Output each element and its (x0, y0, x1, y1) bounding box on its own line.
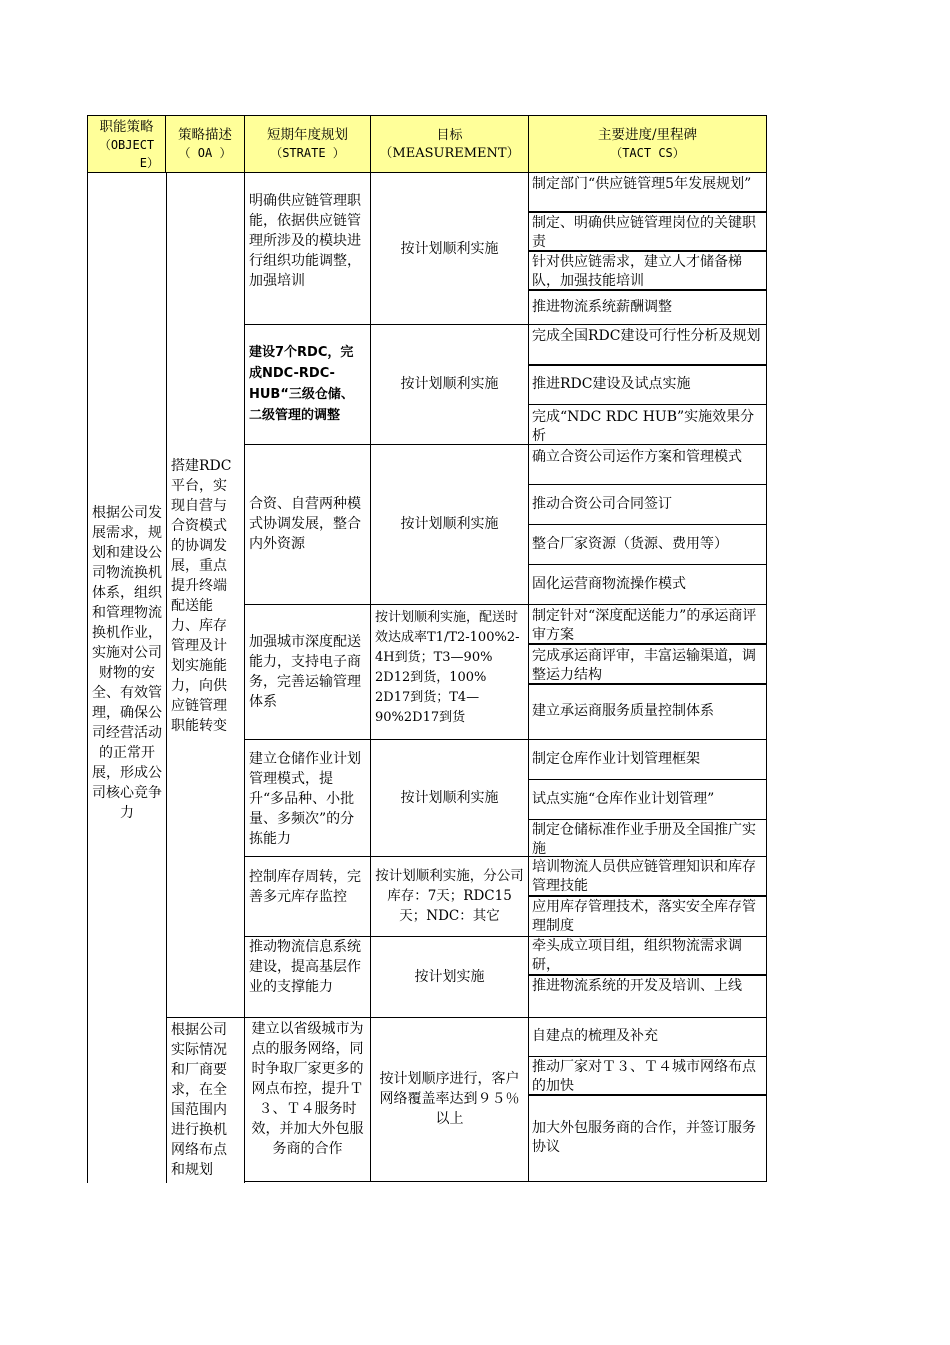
plan-text-5: 建立仓储作业计划管理模式，提升“多品种、小批量、多频次”的分拣能力 (249, 751, 361, 847)
milestone-text: 整合厂家资源（货源、费用等） (532, 535, 728, 552)
milestone-4-2 (529, 644, 767, 685)
plan-text-6: 控制库存周转，完善多元库存监控 (249, 869, 361, 905)
header-milestones-line1: 主要进度/里程碑 (597, 127, 698, 143)
target-text-7: 按计划实施 (414, 968, 485, 985)
milestone-text: 固化运营商物流操作模式 (532, 575, 686, 592)
plan-text-8: 建立以省级城市为点的服务网络，同时争取厂家更多的网点布控，提升Ｔ３、Ｔ４服务时效，并加大外包服务商的合作 (251, 1021, 364, 1157)
header-milestones-line2: （TACT CS） (610, 146, 685, 160)
header-strategy-line2: （ OA ） (178, 146, 232, 160)
target-text-4: 按计划顺利实施，配送时效达成率T1/T2-100%2-4H到货；T3—90% 2D12到货，100% 2D17到货；T4—90%2D17到货 (375, 610, 520, 725)
objective-text: 根据公司发展需求，规划和建设公司物流换机体系，组织和管理物流换机作业，实施对公司财物的安全、有效管理，确保公司经营活动的正常开展，形成公司核心竞争力 (92, 505, 162, 821)
strategy-cell-2 (166, 1017, 245, 1183)
milestone-text: 试点实施“仓库作业计划管理” (532, 790, 715, 807)
strategy-cell-1 (166, 173, 245, 1018)
target-cell-7 (371, 936, 529, 1018)
header-plan (244, 115, 371, 173)
header-measurement-text: 目标 （MEASUREMENT） (379, 128, 520, 161)
milestone-text: 制定仓库作业计划管理框架 (532, 750, 700, 767)
milestone-text: 针对供应链需求，建立人才储备梯队，加强技能培训 (532, 254, 742, 289)
strategy-text-1: 搭建RDC平台，实现自营与合资模式的协调发展，重点提升终端配送能力、库存管理及计划实施能力，向供应链管理职能转变 (171, 458, 232, 734)
plan-cell-4 (245, 604, 371, 740)
milestone-3-4 (529, 564, 767, 605)
milestone-text: 制定针对“深度配送能力”的承运商评审方案 (532, 608, 757, 643)
milestone-7-1 (529, 936, 767, 976)
milestone-text: 应用库存管理技术，落实安全库存管理制度 (532, 899, 756, 934)
plan-text-4: 加强城市深度配送能力，支持电子商务，完善运输管理体系 (249, 634, 361, 710)
target-text-3: 按计划顺利实施 (400, 516, 499, 532)
target-text-1: 按计划顺利实施 (400, 240, 499, 257)
header-strategy (165, 115, 245, 173)
target-cell-1 (371, 173, 529, 325)
header-plan-line2: （STRATE ） (270, 146, 345, 160)
target-text-8: 按计划顺序进行，客户网络覆盖率达到９５％以上 (379, 1071, 520, 1127)
milestone-8-1 (529, 1017, 767, 1057)
milestone-4-3 (529, 684, 767, 740)
milestone-text: 推进物流系统的开发及培训、上线 (532, 978, 742, 994)
milestone-4-1 (529, 604, 767, 645)
target-cell-4 (371, 604, 529, 740)
milestone-text: 牵头成立项目组，组织物流需求调研， (532, 938, 742, 973)
milestone-5-1 (529, 739, 767, 780)
milestone-text: 加大外包服务商的合作，并签订服务协议 (532, 1120, 756, 1155)
milestone-text: 推进物流系统薪酬调整 (532, 298, 672, 315)
objective-cell (87, 173, 167, 1183)
plan-cell-6 (245, 856, 371, 937)
target-text-2: 按计划顺利实施 (400, 376, 499, 392)
header-measurement (370, 115, 529, 173)
milestone-text: 完成承运商评审，丰富运输渠道，调整运力结构 (532, 648, 756, 683)
plan-text-7: 推动物流信息系统建设，提高基层作业的支撑能力 (249, 939, 361, 995)
plan-cell-5 (245, 739, 371, 857)
milestone-2-1 (529, 324, 767, 366)
milestone-2-3 (529, 404, 767, 445)
header-objective-line3: E） (139, 156, 159, 170)
milestone-3-1 (529, 444, 767, 485)
plan-text-1: 明确供应链管理职能，依据供应链管理所涉及的模块进行组织功能调整，加强培训 (249, 193, 361, 289)
milestone-1-2 (529, 212, 767, 252)
milestone-1-4 (529, 290, 767, 325)
milestone-8-3 (529, 1095, 767, 1182)
milestone-text: 完成全国RDC建设可行性分析及规划 (532, 328, 761, 344)
milestone-6-2 (529, 896, 767, 937)
strategy-text-2: 根据公司实际情况和厂商要求，在全国范围内进行换机网络布点和规划 (171, 1022, 227, 1178)
milestone-1-3 (529, 251, 767, 291)
header-milestones (528, 115, 767, 173)
milestone-7-2 (529, 975, 767, 1018)
target-cell-2 (371, 324, 529, 445)
milestone-text: 制定仓储标准作业手册及全国推广实施 (532, 822, 756, 857)
milestone-text: 制定、明确供应链管理岗位的关键职责 (532, 215, 756, 250)
milestone-text: 自建点的梳理及补充 (532, 1028, 658, 1044)
milestone-text: 制定部门“供应链管理5年发展规划” (532, 176, 752, 192)
milestone-8-2 (529, 1056, 767, 1096)
target-cell-8 (371, 1017, 529, 1182)
header-objective (87, 115, 166, 173)
milestone-text: 推动厂家对Ｔ３、Ｔ４城市网络布点的加快 (532, 1059, 756, 1094)
milestone-6-1 (529, 856, 767, 897)
milestone-text: 确立合资公司运作方案和管理模式 (532, 449, 742, 465)
target-text-5: 按计划顺利实施 (400, 789, 499, 806)
header-objective-line2: （OBJECT (98, 138, 155, 152)
plan-cell-2 (245, 324, 371, 445)
milestone-3-2 (529, 484, 767, 525)
milestone-3-3 (529, 524, 767, 565)
target-cell-3 (371, 444, 529, 605)
milestone-1-1 (529, 173, 767, 213)
milestone-text: 推动合资公司合同签订 (532, 495, 672, 512)
plan-cell-7 (245, 936, 371, 1018)
plan-cell-8 (245, 1017, 371, 1182)
target-cell-5 (371, 739, 529, 857)
plan-cell-1 (245, 173, 371, 325)
header-plan-line1: 短期年度规划 (267, 127, 348, 143)
milestone-text: 培训物流人员供应链管理知识和库存管理技能 (532, 859, 756, 894)
plan-text-2: 建设7个RDC，完成NDC-RDC-HUB“三级仓储、二级管理的调整 (249, 345, 354, 423)
target-text-6: 按计划顺利实施，分公司库存：7天；RDC15天；NDC：其它 (375, 868, 524, 924)
plan-text-3: 合资、自营两种模式协调发展，整合内外资源 (249, 496, 361, 552)
milestone-2-2 (529, 365, 767, 405)
target-cell-6 (371, 856, 529, 937)
plan-cell-3 (245, 444, 371, 605)
milestone-5-3 (529, 819, 767, 857)
milestone-text: 完成“NDC RDC HUB”实施效果分析 (532, 409, 755, 444)
header-strategy-line1: 策略描述 (178, 127, 232, 143)
milestone-5-2 (529, 779, 767, 820)
header-objective-line1: 职能策略 (99, 119, 154, 135)
milestone-text: 建立承运商服务质量控制体系 (532, 703, 714, 719)
milestone-text: 推进RDC建设及试点实施 (532, 376, 691, 392)
